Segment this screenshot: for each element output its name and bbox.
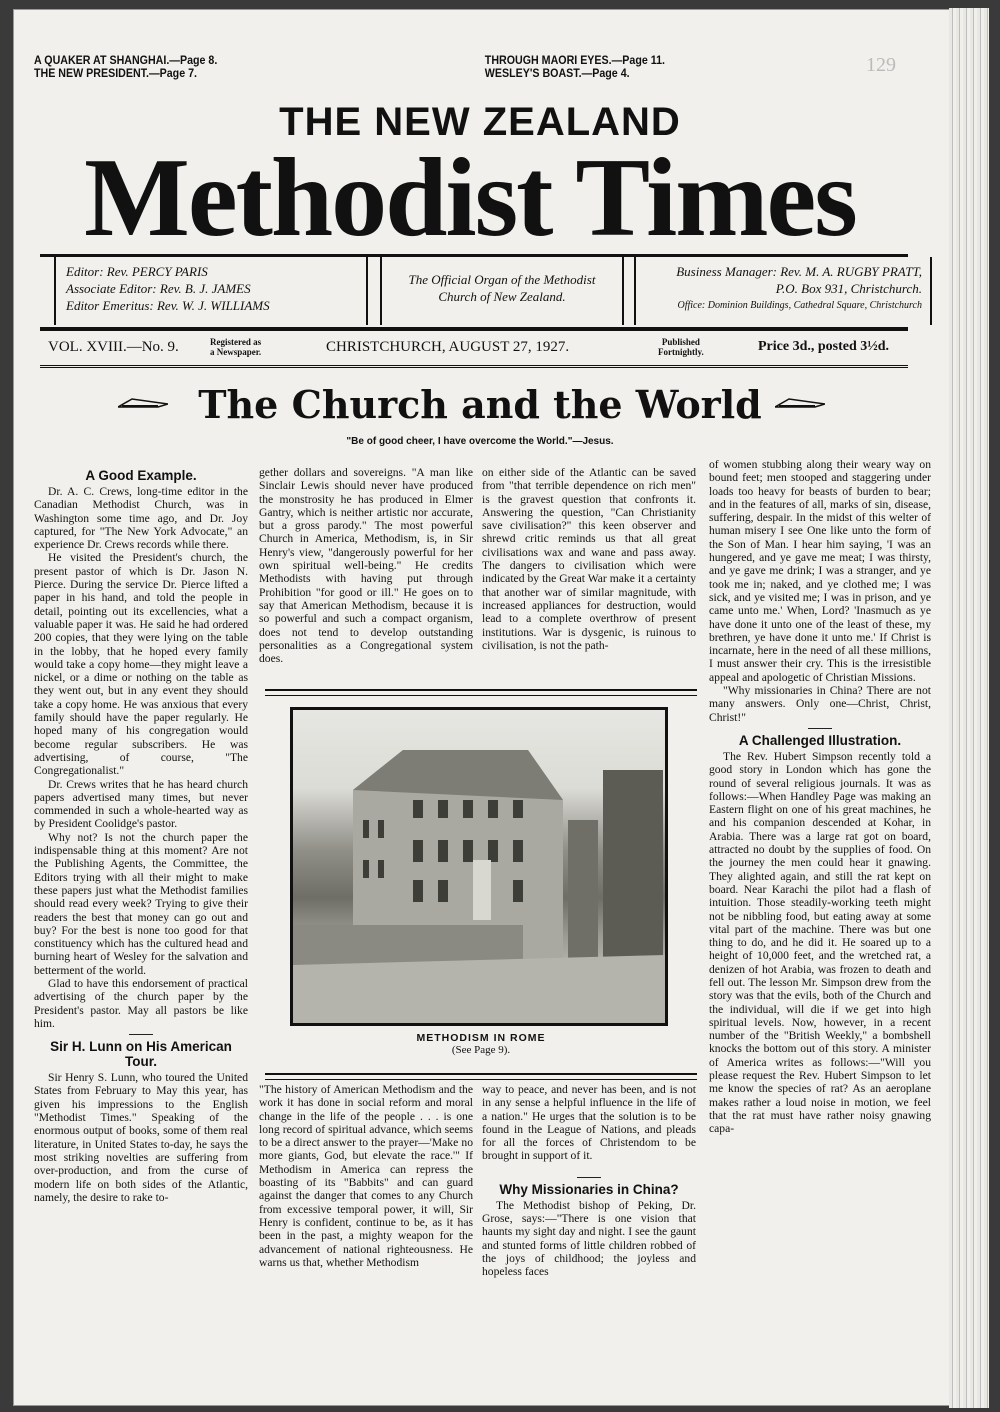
column-4 [709, 458, 931, 1136]
frequency-line-1: Published [661, 337, 700, 347]
paragraph: way to peace, and never has been, and is not in any sense a helpful influence in the life of a nation." He urges that the solution is to be found in the League of Nations, and pleads for all the forces of Christendom to be brought in support of it. [482, 1083, 696, 1163]
teaser-president[interactable]: THE NEW PRESIDENT.—Page 7. [34, 67, 197, 81]
paragraph: gether dollars and sovereigns. "A man like Sinclair Lewis should never have produced the monstrosity he has produced in Elmer Gantry, which is neither artistic nor accurate, but a gross parody." The most powerful Church in America, Methodism, is, in Sir Henry's view, "dangerously powerful for her own spiritual well-being." He credits Methodists with having put through Prohibition "for good or ill." He goes on to say that American Methodism, because it is so powerful and such a compact organism, does not tend to develop outstanding personalities as a Congregational system does. [259, 466, 473, 666]
teaser-quaker[interactable]: A QUAKER AT SHANGHAI.—Page 8. [34, 54, 218, 67]
dateline-bar [40, 328, 908, 368]
divider [129, 1034, 153, 1035]
po-box: P.O. Box 931, Christchurch. [775, 281, 922, 296]
paragraph: on either side of the Atlantic can be saved from "that terrible dependence on rich men" is the gravest question that confronts it. Answering the question, "Can Christianity save civilisation?" this keen observer and shrewd critic reminds us that all great civilisations wax and wane and pass away. The dangers to civilisation which were indicated by the Great War make it a certainty that another war of similar magnitude, with increased appliances for destruction, would lead to a complete overthrow of present institutions. War is dysgenic, is ruinous to civilisation, is not the path- [482, 466, 696, 652]
editor-emeritus: Editor Emeritus: Rev. W. J. WILLIAMS [66, 298, 270, 313]
article-heading[interactable]: A Challenged Illustration. [738, 732, 902, 748]
masthead-title: Methodist Times [84, 136, 856, 260]
divider [577, 1177, 601, 1178]
paragraph: "Why missionaries in China? There are not many answers. Only one—Christ, Christ, Christ!" [709, 684, 931, 724]
article-heading[interactable]: Why Missionaries in China? [499, 1181, 679, 1197]
column-2-lower [259, 1083, 473, 1269]
paragraph: The Methodist bishop of Peking, Dr. Grose, says:—"There is one vision that haunts my sight day and night. I see the gaunt and stunted forms of little children robbed of the joys of childhood; the joyless and hopeless faces [482, 1198, 696, 1279]
column-3 [482, 466, 696, 652]
masthead-subtitle: THE NEW ZEALAND [279, 100, 681, 144]
stacked-page-edges [949, 8, 989, 1408]
column-1 [34, 466, 248, 1204]
right-pennant-icon [775, 398, 825, 408]
teaser-maori[interactable]: THROUGH MAORI EYES.—Page 11. [484, 54, 665, 67]
staff-info-box [40, 254, 922, 330]
teaser-wesley[interactable]: WESLEY'S BOAST.—Page 4. [484, 67, 630, 81]
paragraph: "The history of American Methodism and the work it has done in social reform and moral change in the life of the people . . . is one long record of spiritual advance, which seems to be a direct answer to the prayer—'Make no more giants, God, but elevate the race.'" If Methodism in America can repress the boasting of its "Babbits" and can guard against the danger that comes to any Church from excessive temporal power, it will, Sir Henry is confident, continue to be, as it has been in the past, a mighty weapon for the advancement of national righteousness. He warns us that, whether Methodism [259, 1083, 473, 1269]
caption-title: METHODISM IN ROME [416, 1032, 546, 1044]
associate-editor: Associate Editor: Rev. B. J. JAMES [66, 281, 251, 296]
paragraph: He visited the President's church, the present pastor of which is Dr. Jason N. Pierce. During the service Dr. Pierce lifted a paper in his hand, and told the people in detail, pointing out its excellencies, what a valuable paper it was. He said he had ordered 200 copies, that they were lying on the table in the lobby, that he hoped every family would take a copy home—they might leave a nickel, or a dime or nothing on the table as they went out, but in any event they should take a copy home. He was anxious that every family should have the paper regularly. He hoped many of his congregation would become regular subscribers. He was advertising, of course, "The Congregationalist." [34, 551, 248, 778]
business-manager: Business Manager: Rev. M. A. RUGBY PRATT, [676, 264, 922, 279]
organ-line-2: Church of New Zealand. [438, 289, 566, 304]
place-date: CHRISTCHURCH, AUGUST 27, 1927. [326, 339, 570, 355]
section-title: The Church and the World [198, 382, 762, 427]
article-heading[interactable]: A Good Example. [85, 468, 197, 483]
paragraph: Dr. A. C. Crews, long-time editor in the Canadian Methodist Church, was in Washington some time ago, and Dr. Joy captured, for "The New York Advocate," an experience Dr. Crews records while there. [34, 485, 248, 552]
motto: "Be of good cheer, I have overcome the World."—Jesus. [346, 436, 614, 447]
registered-line-2: a Newspaper. [210, 347, 262, 357]
editor: Editor: Rev. PERCY PARIS [66, 264, 208, 279]
registered-line-1: Registered as [210, 337, 262, 347]
frequency-note [658, 337, 704, 357]
price: Price 3d., posted 3½d. [758, 339, 890, 354]
photo-caption [265, 1032, 697, 1056]
editors-cell [54, 257, 368, 325]
frequency-line-2: Fortnightly. [658, 347, 704, 357]
volume-number: VOL. XVIII.—No. 9. [48, 339, 179, 355]
paragraph: of women stubbing along their weary way on bound feet; men stooped and staggering under loads too heavy for beasts of burden to bear; and in the features of all, marks of sin, disease, suffering, despair. In the midst of this welter of human misery I see One like unto the form of the Son of Man. I hear him saying, 'I was an hungered, and ye gave me meat; I was thirsty, and ye gave me drink; I was a stranger, and ye took me in; naked, and ye clothed me; I was sick, and ye visited me; I was in prison, and ye came unto me.' When, Lord? 'Inasmuch as ye have done it unto one of the least of these, my brethren, ye have done it unto me.' If Christ is incarnate, here in the need of all these millions, I must answer their cry. This is the irresistible appeal and apologetic of Christian Missions. [709, 458, 931, 684]
official-organ-cell [380, 257, 624, 325]
business-cell [634, 257, 932, 325]
double-rule [265, 689, 697, 696]
column-3-lower [482, 1083, 696, 1279]
organ-line-1: The Official Organ of the Methodist [408, 272, 596, 287]
double-rule [265, 1073, 697, 1080]
paragraph: Why not? Is not the church paper the indispensable thing at this moment? Are not the Publishing Agents, the Committee, the Editors trying with all their might to make these papers just what the Methodist families should read every week? Trying to give their readers the best that money can go out and buy? For the best is none too good for that constituency which has the cultured head and burning heart of Wesley for the salvation and betterment of the world. [34, 830, 248, 977]
caption-subtitle: (See Page 9). [451, 1044, 511, 1056]
paragraph: The Rev. Hubert Simpson recently told a good story in London which has gone the round of several religious journals. It was as follows:—When Handley Page was making an Eastern flight on one of his great machines, he and his companion descended at Kohar, in Arabia. There was a large rat got on board, attracted no doubt by the supplies of food. On the journey the men could hear it gnawing. They alighted again, and still the rat kept on board. Near Karachi the pilot had a flash of intuition. Those steadily-working teeth might not be nibbling food, but eating away at some vital part of the machine. There was but one thing to do, and he did it. He soared up to a height of 10,000 feet, and the wretched rat, a denizen of hot Arabia, was frozen to death and fell out. The lesson Mr. Simpson drew from the story was that the evils, both of the Church and the individual, will die if we get into high spiritual levels. Now, however, in a recent number of the "British Weekly," a bombshell knocks the bottom out of this story. A minister of America writes as follows:—"Will you please request the Rev. Hubert Simpson to let me know the species of rat? As an aeroplane makes rather a loud noise in motion, we feel that the rat must have rather noisy gnawing capa- [709, 749, 931, 1136]
registered-note [210, 337, 261, 357]
divider [808, 728, 832, 729]
article-heading[interactable]: Sir H. Lunn on His American Tour. [50, 1039, 232, 1070]
paragraph: Dr. Crews writes that he has heard church papers advertised many times, but never commended in such a whole-hearted way as by President Coolidge's pastor. [34, 777, 248, 831]
photo-methodism-in-rome [290, 707, 668, 1026]
paragraph: Glad to have this endorsement of practical advertising of the church paper by the President's pastor. May all pastors be like him. [34, 976, 248, 1030]
paragraph: Sir Henry S. Lunn, who toured the United States from February to May this year, has given his impressions to the English "Methodist Times." Speaking of the enormous output of books, some of them real literature, in United States to-day, he says the most striking novelties are suffering from over-production, and from the curse of modern life on both sides of the Atlantic, namely, the desire to rake to- [34, 1071, 248, 1204]
column-2 [259, 466, 473, 665]
page-number-stamp: 129 [866, 54, 896, 76]
office-address: Office: Dominion Buildings, Cathedral Square, Christchurch [677, 300, 922, 311]
building-photo-icon [293, 710, 665, 1023]
